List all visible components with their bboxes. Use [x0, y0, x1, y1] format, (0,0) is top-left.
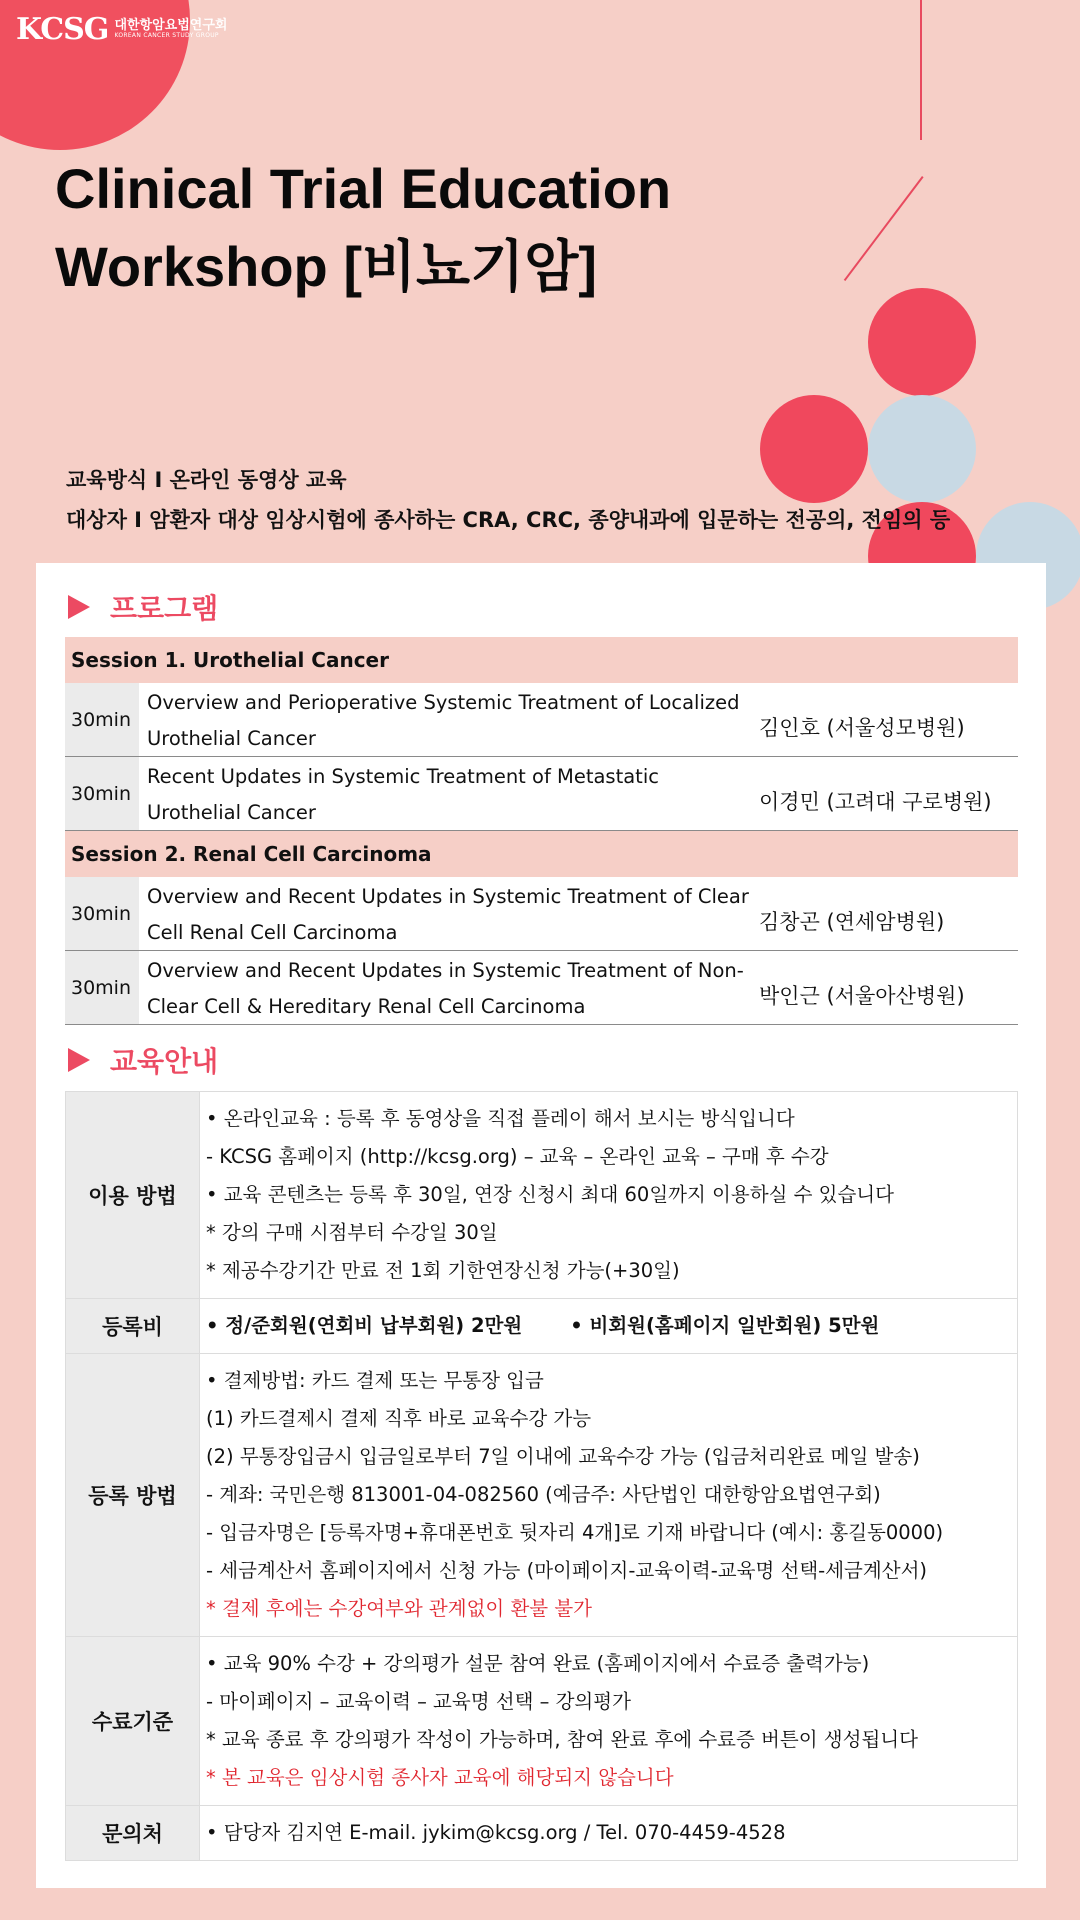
- logo-mark: KCSG: [16, 12, 109, 47]
- table-row: [65, 951, 1018, 1025]
- title-line-1: Clinical Trial Education: [55, 157, 672, 220]
- logo-english-name: KOREAN CANCER STUDY GROUP: [114, 32, 219, 40]
- usage-line: - KCSG 홈페이지 (http://kcsg.org) – 교육 – 온라인 교육 – 구매 후 수강: [206, 1145, 829, 1168]
- decor-circle: [868, 288, 976, 396]
- registration-line: - 입금자명은 [등록자명+휴대폰번호 뒷자리 4개]로 기재 바랍니다 (예시: 홍길동0000): [206, 1521, 944, 1544]
- decor-vertical-line: [920, 0, 922, 140]
- refund-warning: * 결제 후에는 수강여부와 관계없이 환불 불가: [206, 1597, 593, 1620]
- completion-details: [200, 1637, 1018, 1806]
- content-card: [36, 563, 1046, 1888]
- usage-line: * 강의 구매 시점부터 수강일 30일: [206, 1221, 498, 1244]
- lecture-speaker: 김인호 (서울성모병원): [759, 715, 965, 740]
- registration-line: (2) 무통장입금시 입금일로부터 7일 이내에 교육수강 가능 (입금처리완료 메일 발송): [206, 1445, 920, 1468]
- completion-line: * 교육 종료 후 강의평가 작성이 가능하며, 참여 완료 후에 수료증 버튼이 생성됩니다: [206, 1728, 918, 1751]
- info-heading-text: 교육안내: [110, 1045, 219, 1078]
- usage-label: 이용 방법: [66, 1092, 200, 1299]
- session-header: Session 1. Urothelial Cancer: [65, 637, 1018, 683]
- lecture-topic: Overview and Recent Updates in Systemic Treatment of Non-Clear Cell & Hereditary Renal Cell Carcinoma: [147, 959, 744, 1018]
- member-fee: • 정/준회원(연회비 납부회원) 2만원: [206, 1314, 523, 1337]
- program-heading-text: 프로그램: [110, 592, 219, 625]
- registration-label: 등록 방법: [66, 1354, 200, 1637]
- lecture-speaker: 김창곤 (연세암병원): [759, 909, 945, 934]
- session-duration: 30min: [65, 757, 139, 830]
- session-duration: 30min: [65, 951, 139, 1024]
- table-row: [66, 1299, 1018, 1354]
- contact-label: 문의처: [66, 1806, 200, 1861]
- logo-korean-name: 대한항암요법연구회: [114, 18, 228, 34]
- title-line-2: Workshop [비뇨기암]: [55, 235, 597, 298]
- program-table: [65, 637, 1018, 1025]
- lecture-speaker: 박인근 (서울아산병원): [759, 983, 965, 1008]
- registration-line: • 결제방법: 카드 결제 또는 무통장 입금: [206, 1369, 544, 1392]
- completion-line: • 교육 90% 수강 + 강의평가 설문 참여 완료 (홈페이지에서 수료증 출력가능): [206, 1652, 870, 1675]
- session-duration: 30min: [65, 683, 139, 756]
- table-row: [66, 1354, 1018, 1637]
- workshop-meta: [66, 460, 950, 540]
- usage-details: [200, 1092, 1018, 1299]
- session-header: Session 2. Renal Cell Carcinoma: [65, 831, 1018, 877]
- registration-line: - 세금계산서 홈페이지에서 신청 가능 (마이페이지-교육이력-교육명 선택-세금계산서): [206, 1559, 928, 1582]
- decor-diagonal-line: [844, 176, 924, 281]
- table-row: [66, 1092, 1018, 1299]
- completion-warning: * 본 교육은 임상시험 종사자 교육에 해당되지 않습니다: [206, 1766, 674, 1789]
- registration-line: - 계좌: 국민은행 813001-04-082560 (예금주: 사단법인 대한항암요법연구회): [206, 1483, 881, 1506]
- lecture-topic: Overview and Perioperative Systemic Treatment of Localized Urothelial Cancer: [147, 691, 740, 750]
- fee-label: 등록비: [66, 1299, 200, 1354]
- table-row: [65, 683, 1018, 757]
- page-title: [55, 150, 671, 306]
- lecture-speaker: 이경민 (고려대 구로병원): [759, 789, 992, 814]
- info-table: [65, 1091, 1018, 1861]
- nonmember-fee: • 비회원(홈페이지 일반회원) 5만원: [570, 1314, 880, 1337]
- table-row: [66, 1806, 1018, 1861]
- triangle-bullet-icon: [68, 595, 90, 619]
- lecture-topic: Overview and Recent Updates in Systemic Treatment of Clear Cell Renal Cell Carcinoma: [147, 885, 749, 944]
- kcsg-logo: [16, 12, 227, 47]
- lecture-topic: Recent Updates in Systemic Treatment of Metastatic Urothelial Cancer: [147, 765, 659, 824]
- registration-details: [200, 1354, 1018, 1637]
- completion-line: - 마이페이지 – 교육이력 – 교육명 선택 – 강의평가: [206, 1690, 631, 1713]
- usage-line: * 제공수강기간 만료 전 1회 기한연장신청 가능(+30일): [206, 1259, 680, 1282]
- usage-line: • 온라인교육 : 등록 후 동영상을 직접 플레이 해서 보시는 방식입니다: [206, 1107, 795, 1130]
- table-row: [65, 757, 1018, 831]
- table-row: [66, 1637, 1018, 1806]
- triangle-bullet-icon: [68, 1048, 90, 1072]
- program-heading: [68, 587, 218, 627]
- usage-line: • 교육 콘텐츠는 등록 후 30일, 연장 신청시 최대 60일까지 이용하실 수 있습니다: [206, 1183, 894, 1206]
- contact-details: • 담당자 김지연 E-mail. jykim@kcsg.org / Tel. 070-4459-4528: [200, 1806, 1018, 1861]
- table-row: [65, 877, 1018, 951]
- completion-label: 수료기준: [66, 1637, 200, 1806]
- session-duration: 30min: [65, 877, 139, 950]
- education-method: 교육방식 I 온라인 동영상 교육: [66, 468, 347, 492]
- target-audience: 대상자 I 암환자 대상 임상시험에 종사하는 CRA, CRC, 종양내과에 입문하는 전공의, 전임의 등: [66, 508, 951, 532]
- registration-line: (1) 카드결제시 결제 직후 바로 교육수강 가능: [206, 1407, 592, 1430]
- info-heading: [68, 1040, 218, 1080]
- fee-details: [200, 1299, 1018, 1354]
